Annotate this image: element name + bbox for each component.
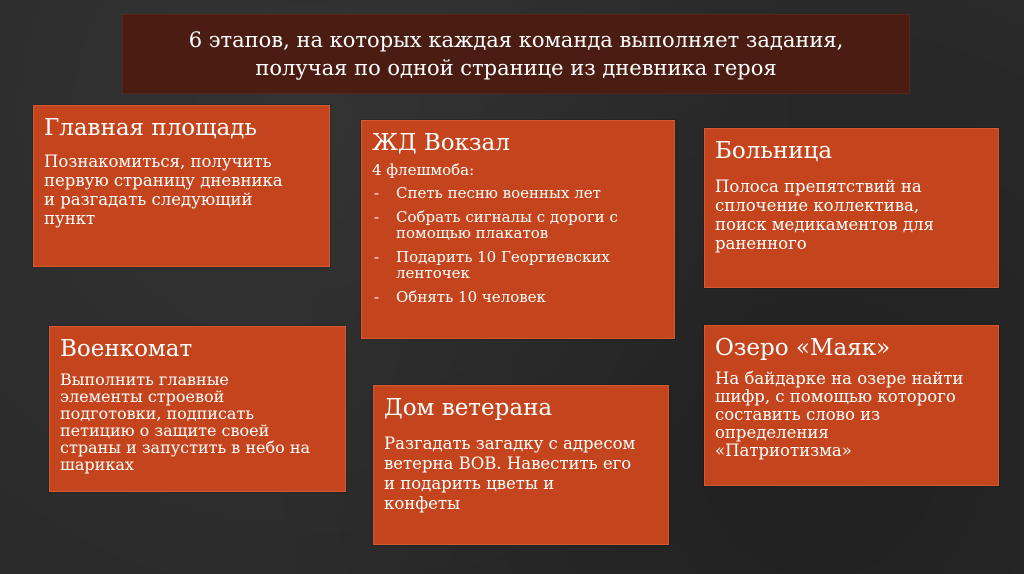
card-text-main-square: Познакомиться, получить первую страницу дневника и разгадать следующий пункт [44,152,283,228]
card-hospital [704,128,999,288]
card-subhead-flashmobs: 4 флешмоба: [372,161,475,179]
card-title-veteran-house: Дом ветерана [384,395,553,421]
flashmob-item-1-text: Спеть песню военных лет [396,184,601,202]
flashmob-item-4-text: Обнять 10 человек [396,288,546,306]
card-main-square [33,105,330,267]
bullet-dash: - [374,248,380,266]
card-text-veteran-house: Разгадать загадку с адресом ветерна ВОВ. Навестить его и подарить цветы и конфеты [384,434,636,513]
card-title-hospital: Больница [715,138,833,164]
card-text-lake-mayak: На байдарке на озере найти шифр, с помощью которого составить слово из определения «Патриотизма» [715,369,964,460]
bullet-dash: - [374,208,380,226]
card-enlistment-office [49,326,346,492]
flashmob-item-1 [372,185,664,201]
bullet-dash: - [374,184,380,202]
card-veteran-house [373,385,669,545]
card-text-hospital: Полоса препятствий на сплочение коллектива, поиск медикаментов для раненного [715,177,934,253]
flashmob-item-4 [372,289,664,305]
card-railway-station [361,120,675,339]
card-text-enlistment-office: Выполнить главные элементы строевой подготовки, подписать петицию о защите своей страны и запустить в небо на шариках [60,370,311,474]
flashmob-item-2-text: Собрать сигналы с дороги с помощью плакатов [396,208,618,242]
flashmob-item-2 [372,209,664,241]
flashmob-item-3-text: Подарить 10 Георгиевских ленточек [396,248,610,282]
card-lake-mayak [704,325,999,486]
slide-title-box [122,14,910,94]
card-title-enlistment-office: Военкомат [60,336,193,362]
flashmob-item-3 [372,249,664,281]
flashmob-list [372,185,664,305]
bullet-dash: - [374,288,380,306]
slide-title-line-2: получая по одной странице из дневника героя [255,56,777,80]
card-title-main-square: Главная площадь [44,115,257,141]
card-title-railway-station: ЖД Вокзал [372,130,510,156]
slide-title-line-1: 6 этапов, на которых каждая команда выполняет задания, [188,28,844,52]
card-title-lake-mayak: Озеро «Маяк» [715,335,891,361]
